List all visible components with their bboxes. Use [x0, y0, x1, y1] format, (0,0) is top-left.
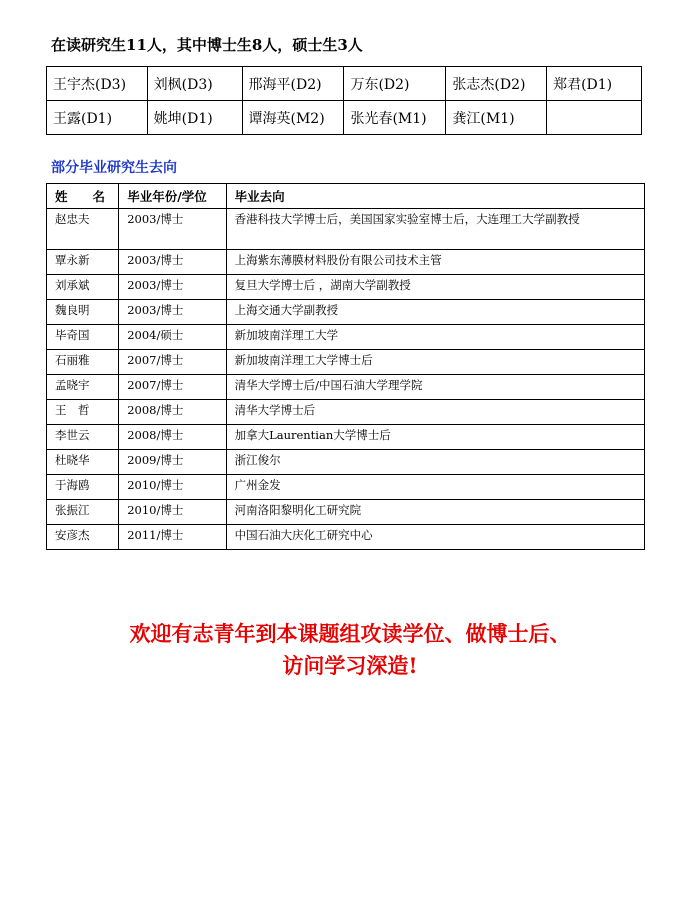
header-year-degree: 毕业年份/学位	[119, 184, 226, 209]
graduate-year-degree: 2007/博士	[119, 375, 226, 400]
graduate-name: 安彦杰	[47, 525, 119, 550]
current-students-heading: 在读研究生11人，其中博士生8人，硕士生3人	[51, 36, 363, 54]
graduates-header-row	[47, 184, 645, 209]
welcome-message	[40, 618, 660, 682]
graduate-year-degree: 2003/博士	[119, 275, 226, 300]
graduate-name: 孟晓宇	[47, 375, 119, 400]
student-row	[47, 101, 642, 135]
student-row	[47, 67, 642, 101]
graduate-name: 杜晓华	[47, 450, 119, 475]
graduate-destination: 清华大学博士后/中国石油大学理学院	[226, 375, 644, 400]
table-row	[47, 209, 645, 250]
graduate-year-degree: 2009/博士	[119, 450, 226, 475]
graduate-year-degree: 2008/博士	[119, 425, 226, 450]
graduate-year-degree: 2010/博士	[119, 500, 226, 525]
student-cell: 谭海英(M2)	[242, 101, 344, 135]
graduate-name: 王 哲	[47, 400, 119, 425]
table-row	[47, 250, 645, 275]
graduates-heading: 部分毕业研究生去向	[51, 160, 177, 176]
table-row	[47, 475, 645, 500]
table-row	[47, 350, 645, 375]
table-row	[47, 400, 645, 425]
table-row	[47, 300, 645, 325]
graduate-year-degree: 2003/博士	[119, 250, 226, 275]
table-row	[47, 500, 645, 525]
graduate-destination: 香港科技大学博士后，美国国家实验室博士后，大连理工大学副教授	[226, 209, 644, 250]
graduate-destination: 清华大学博士后	[226, 400, 644, 425]
graduate-name: 刘承斌	[47, 275, 119, 300]
student-cell: 万东(D2)	[344, 67, 446, 101]
graduate-destination: 加拿大Laurentian大学博士后	[226, 425, 644, 450]
student-cell: 姚坤(D1)	[147, 101, 242, 135]
graduate-year-degree: 2011/博士	[119, 525, 226, 550]
table-row	[47, 425, 645, 450]
graduate-name: 石丽雅	[47, 350, 119, 375]
graduate-year-degree: 2003/博士	[119, 209, 226, 250]
graduate-destination: 浙江俊尔	[226, 450, 644, 475]
graduate-name: 毕奇国	[47, 325, 119, 350]
graduate-name: 李世云	[47, 425, 119, 450]
graduate-name: 于海鸥	[47, 475, 119, 500]
graduate-year-degree: 2007/博士	[119, 350, 226, 375]
graduate-destination: 上海紫东薄膜材料股份有限公司技术主管	[226, 250, 644, 275]
table-row	[47, 450, 645, 475]
graduate-year-degree: 2003/博士	[119, 300, 226, 325]
header-name: 姓 名	[47, 184, 119, 209]
student-cell: 邢海平(D2)	[242, 67, 344, 101]
student-cell	[547, 101, 642, 135]
graduate-destination: 广州金发	[226, 475, 644, 500]
graduate-name: 魏良明	[47, 300, 119, 325]
table-row	[47, 525, 645, 550]
student-cell: 张志杰(D2)	[446, 67, 547, 101]
graduate-year-degree: 2008/博士	[119, 400, 226, 425]
graduate-destination: 中国石油大庆化工研究中心	[226, 525, 644, 550]
graduate-name: 覃永新	[47, 250, 119, 275]
current-students-table	[46, 66, 642, 135]
student-cell: 龚江(M1)	[446, 101, 547, 135]
graduate-name: 赵忠夫	[47, 209, 119, 250]
graduate-name: 张振江	[47, 500, 119, 525]
graduate-destination: 上海交通大学副教授	[226, 300, 644, 325]
student-cell: 刘枫(D3)	[147, 67, 242, 101]
graduate-year-degree: 2004/硕士	[119, 325, 226, 350]
table-row	[47, 275, 645, 300]
welcome-line-2: 访问学习深造!	[282, 653, 418, 678]
table-row	[47, 375, 645, 400]
student-cell: 王露(D1)	[47, 101, 148, 135]
table-row	[47, 325, 645, 350]
student-cell: 张光春(M1)	[344, 101, 446, 135]
student-cell: 郑君(D1)	[547, 67, 642, 101]
graduate-destination: 复旦大学博士后 ，湖南大学副教授	[226, 275, 644, 300]
graduate-destination: 河南洛阳黎明化工研究院	[226, 500, 644, 525]
graduates-table	[46, 183, 645, 550]
graduate-destination: 新加坡南洋理工大学博士后	[226, 350, 644, 375]
header-destination: 毕业去向	[226, 184, 644, 209]
graduate-year-degree: 2010/博士	[119, 475, 226, 500]
graduate-destination: 新加坡南洋理工大学	[226, 325, 644, 350]
student-cell: 王宇杰(D3)	[47, 67, 148, 101]
welcome-line-1: 欢迎有志青年到本课题组攻读学位、做博士后、	[129, 621, 571, 646]
